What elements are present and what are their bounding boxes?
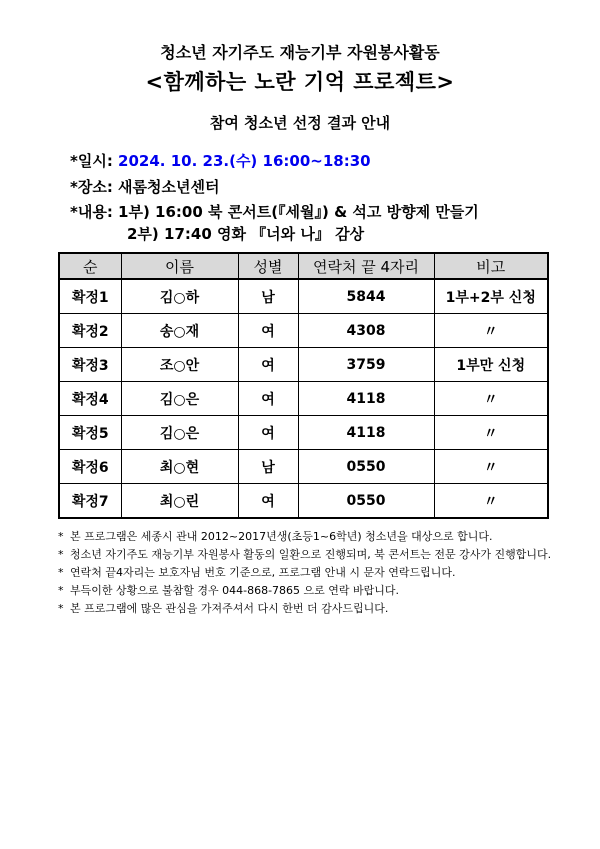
info-place-label: *장소:	[70, 178, 119, 196]
row-gender: 남	[238, 450, 298, 484]
row-phone: 0550	[298, 484, 434, 519]
row-gender: 여	[238, 484, 298, 519]
row-gender: 여	[238, 382, 298, 416]
info-content	[70, 201, 479, 222]
table-header-row	[59, 253, 548, 279]
row-order: 확정4	[59, 382, 121, 416]
note-item	[58, 600, 558, 617]
row-note: 1부+2부 신청	[434, 279, 548, 314]
row-name: 김○하	[121, 279, 238, 314]
note-item	[58, 528, 558, 545]
table-row	[59, 314, 548, 348]
row-note: 〃	[434, 382, 548, 416]
row-name: 최○현	[121, 450, 238, 484]
note-item	[58, 564, 558, 581]
info-content-line2: 2부) 17:40 영화 『너와 나』 감상	[127, 225, 365, 243]
info-date-value: 2024. 10. 23.(수) 16:00~18:30	[118, 152, 371, 170]
row-phone: 0550	[298, 450, 434, 484]
table-row	[59, 279, 548, 314]
row-order: 확정5	[59, 416, 121, 450]
row-gender: 여	[238, 314, 298, 348]
doc-subtitle: 청소년 자기주도 재능기부 자원봉사활동	[160, 43, 440, 62]
row-gender: 남	[238, 279, 298, 314]
note-bullet: *	[58, 566, 64, 579]
row-note: 1부만 신청	[434, 348, 548, 382]
row-phone: 4118	[298, 382, 434, 416]
header-cell: 이름	[121, 253, 238, 279]
table-row	[59, 484, 548, 519]
row-name: 김○은	[121, 382, 238, 416]
row-phone: 3759	[298, 348, 434, 382]
header-cell: 비고	[434, 253, 548, 279]
row-note: 〃	[434, 314, 548, 348]
table-row	[59, 450, 548, 484]
row-phone: 5844	[298, 279, 434, 314]
table-row	[59, 382, 548, 416]
note-text: 본 프로그램에 많은 관심을 가져주셔서 다시 한번 더 감사드립니다.	[70, 602, 389, 615]
info-place-value: 새롬청소년센터	[118, 178, 220, 196]
row-note: 〃	[434, 450, 548, 484]
info-date-label: *일시:	[70, 152, 119, 170]
row-name: 조○안	[121, 348, 238, 382]
notes-list	[58, 528, 558, 618]
note-bullet: *	[58, 602, 64, 615]
participant-table	[58, 252, 549, 519]
info-content-line1: 1부) 16:00 북 콘서트(『세월』) & 석고 방향제 만들기	[118, 203, 479, 221]
row-order: 확정6	[59, 450, 121, 484]
row-order: 확정7	[59, 484, 121, 519]
note-text: 부득이한 상황으로 불참할 경우 044-868-7865 으로 연락 바랍니다.	[70, 584, 400, 597]
note-text: 연락처 끝4자리는 보호자님 번호 기준으로, 프로그램 안내 시 문자 연락드립니다.	[70, 566, 456, 579]
note-text: 본 프로그램은 세종시 관내 2012~2017년생(초등1~6학년) 청소년을 대상으로 합니다.	[70, 530, 493, 543]
note-bullet: *	[58, 530, 64, 543]
doc-heading: 참여 청소년 선정 결과 안내	[209, 114, 391, 132]
table-row	[59, 348, 548, 382]
row-note: 〃	[434, 416, 548, 450]
row-order: 확정1	[59, 279, 121, 314]
row-order: 확정2	[59, 314, 121, 348]
row-order: 확정3	[59, 348, 121, 382]
row-gender: 여	[238, 348, 298, 382]
row-name: 김○은	[121, 416, 238, 450]
header-cell: 순	[59, 253, 121, 279]
info-date	[70, 150, 371, 171]
note-item	[58, 582, 558, 599]
row-name: 최○린	[121, 484, 238, 519]
row-note: 〃	[434, 484, 548, 519]
doc-title: <함께하는 노란 기억 프로젝트>	[145, 70, 455, 94]
note-bullet: *	[58, 584, 64, 597]
note-item	[58, 546, 558, 563]
table-row	[59, 416, 548, 450]
note-bullet: *	[58, 548, 64, 561]
header-cell: 성별	[238, 253, 298, 279]
row-gender: 여	[238, 416, 298, 450]
note-text: 청소년 자기주도 재능기부 자원봉사 활동의 일환으로 진행되며, 북 콘서트는 전문 강사가 진행합니다.	[70, 548, 552, 561]
row-phone: 4308	[298, 314, 434, 348]
header-cell: 연락처 끝 4자리	[298, 253, 434, 279]
info-place	[70, 176, 219, 197]
info-content-label: *내용:	[70, 203, 119, 221]
row-name: 송○재	[121, 314, 238, 348]
row-phone: 4118	[298, 416, 434, 450]
